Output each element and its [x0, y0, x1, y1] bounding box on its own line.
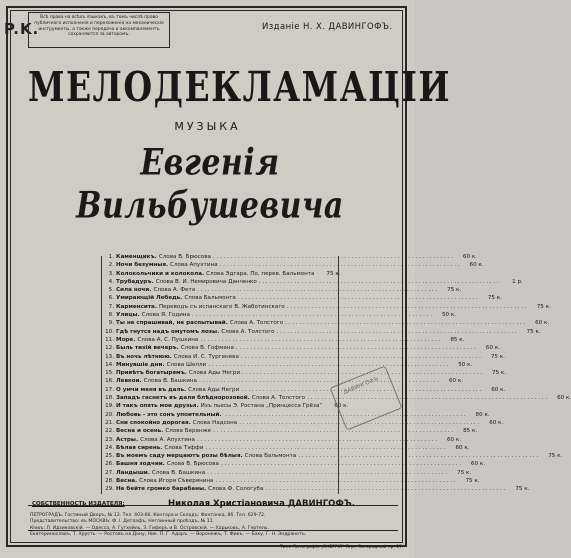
piece-author: Слова В. Брюсова	[166, 461, 219, 468]
piece-number: 15.	[105, 370, 114, 377]
list-item	[103, 336, 465, 344]
piece-author: Слова Бальмонта	[244, 453, 297, 460]
list-item	[103, 402, 349, 410]
piece-title: Трубадуръ.	[116, 278, 154, 285]
piece-number: 14.	[105, 361, 114, 368]
piece-price: 60 к.	[469, 262, 484, 269]
piece-title: Западъ гаснетъ въ дали блѣднорозовой.	[116, 395, 250, 402]
piece-title: Бѣлая сирень.	[116, 444, 163, 451]
composer-name: Евгенія Вильбушевича	[76, 142, 344, 228]
piece-author: Переводъ съ испанскаго В. Жаботинскаго	[158, 303, 285, 310]
leader-dots	[221, 460, 461, 468]
list-item	[103, 411, 490, 419]
piece-number: 13.	[105, 353, 114, 360]
leader-dots	[199, 377, 439, 385]
piece-price: 75 к.	[447, 287, 462, 294]
piece-price: 75 к.	[465, 478, 480, 485]
piece-author: Слова А. Апухтина	[140, 436, 195, 443]
piece-price: 60 к.	[535, 320, 550, 327]
leader-dots	[215, 477, 455, 485]
piece-number: 4.	[108, 278, 114, 285]
list-item	[103, 270, 341, 278]
piece-price: 60 к.	[455, 444, 470, 451]
leader-dots	[259, 278, 499, 286]
address-line: Екатеринославъ, Т. Хрусть. — Ростовъ на Дону, Ник. П. Г. Адаръ. — Воронежъ, Т. Фикъ. — Баку, Г. Н. Эндранетъ.	[30, 532, 307, 538]
list-item	[103, 444, 470, 452]
piece-number: 2.	[108, 262, 114, 269]
leader-dots	[197, 286, 437, 294]
list-item	[103, 485, 530, 493]
piece-author: Слова Игоря Сѣверянина	[139, 478, 214, 485]
piece-price: 60 к.	[557, 395, 571, 402]
address-line: Представительство: въ МОСКВѢ: Ф. І. Детлафъ, Неглинный проѣздъ, № 11.	[30, 519, 215, 525]
piece-author: Слова Ады Негри	[188, 370, 240, 377]
piece-number: 1.	[108, 254, 114, 260]
piece-number: 9.	[108, 320, 114, 327]
leader-dots	[192, 311, 432, 319]
piece-title: Умирающій Лебедь.	[116, 295, 183, 302]
piece-author: Слова В. Башкина	[151, 469, 206, 476]
piece-author: Слова Тэффи	[164, 444, 204, 451]
piece-number: 20.	[105, 411, 114, 418]
piece-price: 1 р.	[512, 278, 523, 285]
list-item	[103, 328, 541, 336]
piece-author: Слова А. Фета	[153, 287, 196, 294]
piece-price: 75 к.	[515, 486, 530, 493]
piece-author: Слова Бальмонта	[184, 295, 236, 302]
list-item	[103, 286, 462, 294]
piece-price: 60 к.	[470, 461, 485, 468]
piece-title: Море.	[116, 336, 136, 343]
piece-author: Слова И. С. Тургенева	[173, 353, 239, 360]
list-item	[103, 361, 473, 369]
piece-price: 75 к.	[548, 453, 563, 460]
library-stamp-text: ДАВИНГОФЪ	[342, 376, 380, 396]
piece-author: Слова Я. Година	[141, 312, 190, 319]
piece-price: 80 к.	[475, 411, 490, 418]
piece-title: Ты не спрашивай, не распытывай.	[116, 320, 228, 327]
publisher-line: Изданіе Н. Х. ДАВИНГОФЪ.	[262, 22, 393, 32]
piece-title: Карменсита.	[116, 303, 157, 310]
leader-dots	[208, 361, 448, 369]
piece-title: Быль тихій вечеръ.	[116, 345, 179, 352]
piece-price: 60 к.	[446, 436, 461, 443]
piece-number: 24.	[105, 444, 114, 451]
piece-price: 75 к.	[536, 303, 551, 310]
piece-title: Весна.	[116, 478, 138, 485]
printer-imprint: Типо-Литографія „ЭНЕРГІЯ“ Пгр., Загородный пр. 17.	[280, 545, 404, 550]
list-item	[103, 386, 506, 394]
list-item	[103, 353, 505, 361]
property-label: СОБСТВЕННОСТЬ ИЗДАТЕЛЯ:	[32, 501, 125, 507]
piece-title: О умчи меня въ даль.	[116, 386, 187, 393]
piece-author: Слова А. Толстого	[251, 395, 306, 402]
piece-title: Каменщикъ.	[116, 254, 157, 260]
piece-price: 50 к.	[441, 312, 456, 319]
piece-number: 25.	[105, 453, 114, 460]
list-item	[103, 319, 550, 327]
catalog-stamp: P.K.	[4, 20, 40, 38]
piece-title: Колокольчики и колокола.	[116, 270, 205, 277]
piece-author: Слова В. И. Немировича Данченко	[155, 278, 257, 285]
piece-number: 16.	[105, 378, 114, 385]
piece-title: Левкои.	[116, 378, 142, 385]
piece-author: Слова А. Толстого	[221, 328, 275, 335]
piece-author: Слова Шелли	[166, 361, 207, 368]
leader-dots	[285, 319, 525, 327]
list-item	[103, 452, 563, 460]
piece-title: Астры.	[116, 436, 139, 443]
leader-dots	[265, 485, 505, 493]
piece-number: 8.	[108, 312, 114, 319]
rights-notice: Всѣ права на всѣхъ языкахъ, въ томъ числѣ право публичнаго исполненія и переложенія на механическіе инструменты, а также передача и аккомпанементъ сохраняются за авторомъ.	[28, 12, 170, 48]
leader-dots	[277, 328, 517, 336]
piece-number: 18.	[105, 395, 114, 402]
leader-dots	[287, 303, 527, 311]
piece-price: 60 к.	[489, 419, 504, 426]
piece-title: Привѣтъ богатырямъ.	[116, 370, 187, 377]
piece-title: Минувшіе дни.	[116, 361, 165, 368]
piece-number: 17.	[105, 386, 114, 393]
piece-title: Сила ночи.	[116, 287, 152, 294]
list-item	[103, 394, 571, 402]
leader-dots	[238, 294, 478, 302]
piece-title: Весна и осень.	[116, 428, 164, 435]
piece-number: 19.	[105, 403, 114, 410]
leader-dots	[220, 261, 460, 269]
piece-price: 60 к.	[491, 386, 506, 393]
music-label: МУЗЫКА	[174, 120, 241, 133]
leader-dots	[241, 353, 481, 361]
list-item	[103, 436, 461, 444]
list-item	[103, 477, 480, 485]
leader-dots	[213, 253, 453, 261]
leader-dots	[200, 336, 440, 344]
piece-number: 27.	[105, 469, 114, 476]
piece-number: 6.	[108, 295, 114, 302]
list-item	[103, 261, 484, 269]
piece-number: 5.	[108, 287, 114, 294]
piece-price: 85 к.	[463, 428, 478, 435]
list-item	[103, 278, 523, 286]
piece-number: 3.	[108, 270, 114, 277]
piece-title: Любовь - это сонъ упоительный.	[116, 411, 222, 418]
piece-number: 21.	[105, 419, 114, 426]
leader-dots	[207, 469, 447, 477]
owner-name: Николая Христіановича ДАВИНГОФЪ.	[168, 499, 355, 509]
list-left-rule	[101, 256, 102, 494]
address-line: Кіевъ: Л. Идзиковскій. — Одесса, А. Гутхейль, З. Гиферъ и В. Островскій. — Харьковъ, А. Гертель.	[30, 525, 269, 531]
piece-price: 50 к.	[458, 361, 473, 368]
piece-number: 11.	[105, 336, 114, 343]
piece-title: Улицы.	[116, 312, 140, 319]
piece-title: Ночи безумныя.	[116, 262, 169, 269]
piece-title: Башня зодчии.	[116, 461, 165, 468]
list-item	[103, 377, 464, 385]
piece-price: 75 к.	[326, 270, 341, 277]
piece-author: Слова В. Башкина	[143, 378, 197, 385]
piece-author: Слова В. Гофмана	[180, 345, 234, 352]
piece-author: Изъ пьесы Э. Ростана „Принцесса Грёза“	[200, 403, 323, 410]
list-item	[103, 419, 504, 427]
piece-price: 75 к.	[491, 370, 507, 377]
piece-title: Въ ночь лѣтнюю.	[116, 353, 172, 360]
piece-number: 12.	[105, 345, 114, 352]
piece-author	[222, 411, 224, 419]
piece-title: И такъ опять мои друзья.	[116, 403, 199, 410]
list-item	[103, 294, 502, 302]
piece-price: 85 к.	[450, 336, 465, 343]
piece-author: Слова А. С. Пушкина	[137, 336, 199, 343]
leader-dots	[298, 452, 538, 460]
piece-price: 75 к.	[526, 328, 541, 335]
address-block	[30, 513, 400, 539]
leader-dots	[213, 427, 453, 435]
piece-author: Слова Беранже	[165, 428, 212, 435]
piece-title: Сни спокойно дорогая.	[116, 419, 191, 426]
piece-price: 60 к.	[448, 378, 464, 385]
list-item	[103, 344, 500, 352]
piece-number: 26.	[105, 461, 114, 468]
piece-title: Въ моемъ саду мерцаютъ розы бѣлыя.	[116, 453, 243, 460]
piece-price: 60 к.	[334, 403, 349, 410]
address-line: ПЕТРОГРАДЪ, Гостиный Дворъ, № 12. Тел. 403-66. Контора и Складъ: Фонтанка, 86. Тел. 629-72.	[30, 513, 266, 518]
piece-author: Слова А. Толстого	[229, 320, 284, 327]
list-item	[103, 460, 485, 468]
piece-author: Слова Ф. Сологуба	[208, 486, 264, 493]
leader-dots	[236, 344, 476, 352]
piece-price: 75 к.	[487, 295, 502, 302]
list-item	[103, 303, 551, 311]
piece-author: Слова Эдгара. По, перев. Бальмонта	[206, 270, 315, 277]
piece-number: 23.	[105, 436, 114, 443]
piece-author: Слова В. Брюсова	[158, 254, 211, 260]
piece-author: Слова Ады Негри	[188, 386, 240, 393]
piece-number: 7.	[108, 303, 114, 310]
piece-price: 60 к.	[462, 254, 477, 260]
list-item	[103, 253, 477, 261]
piece-title: Не бейте громко барабаны.	[116, 486, 207, 493]
piece-author: Слова Надсона	[192, 419, 238, 426]
piece-author: Слова Апухтина	[170, 262, 218, 269]
list-item	[103, 427, 478, 435]
piece-price: 75 к.	[457, 469, 472, 476]
list-item	[103, 469, 472, 477]
list-item	[103, 311, 456, 319]
leader-dots	[205, 444, 445, 452]
piece-number: 22.	[105, 428, 114, 435]
leader-dots	[197, 436, 437, 444]
piece-price: 60 к.	[485, 345, 500, 352]
list-item	[103, 369, 507, 377]
piece-number: 29.	[105, 486, 114, 493]
piece-number: 10.	[105, 328, 114, 335]
piece-title: Гдѣ гнутся надъ омутомъ лозы.	[116, 328, 220, 335]
main-title: МЕЛОДЕКЛАМАЦІИ	[28, 62, 452, 111]
piece-price: 75 к.	[490, 353, 505, 360]
piece-number: 28.	[105, 478, 114, 485]
piece-title: Ландыши.	[116, 469, 150, 476]
